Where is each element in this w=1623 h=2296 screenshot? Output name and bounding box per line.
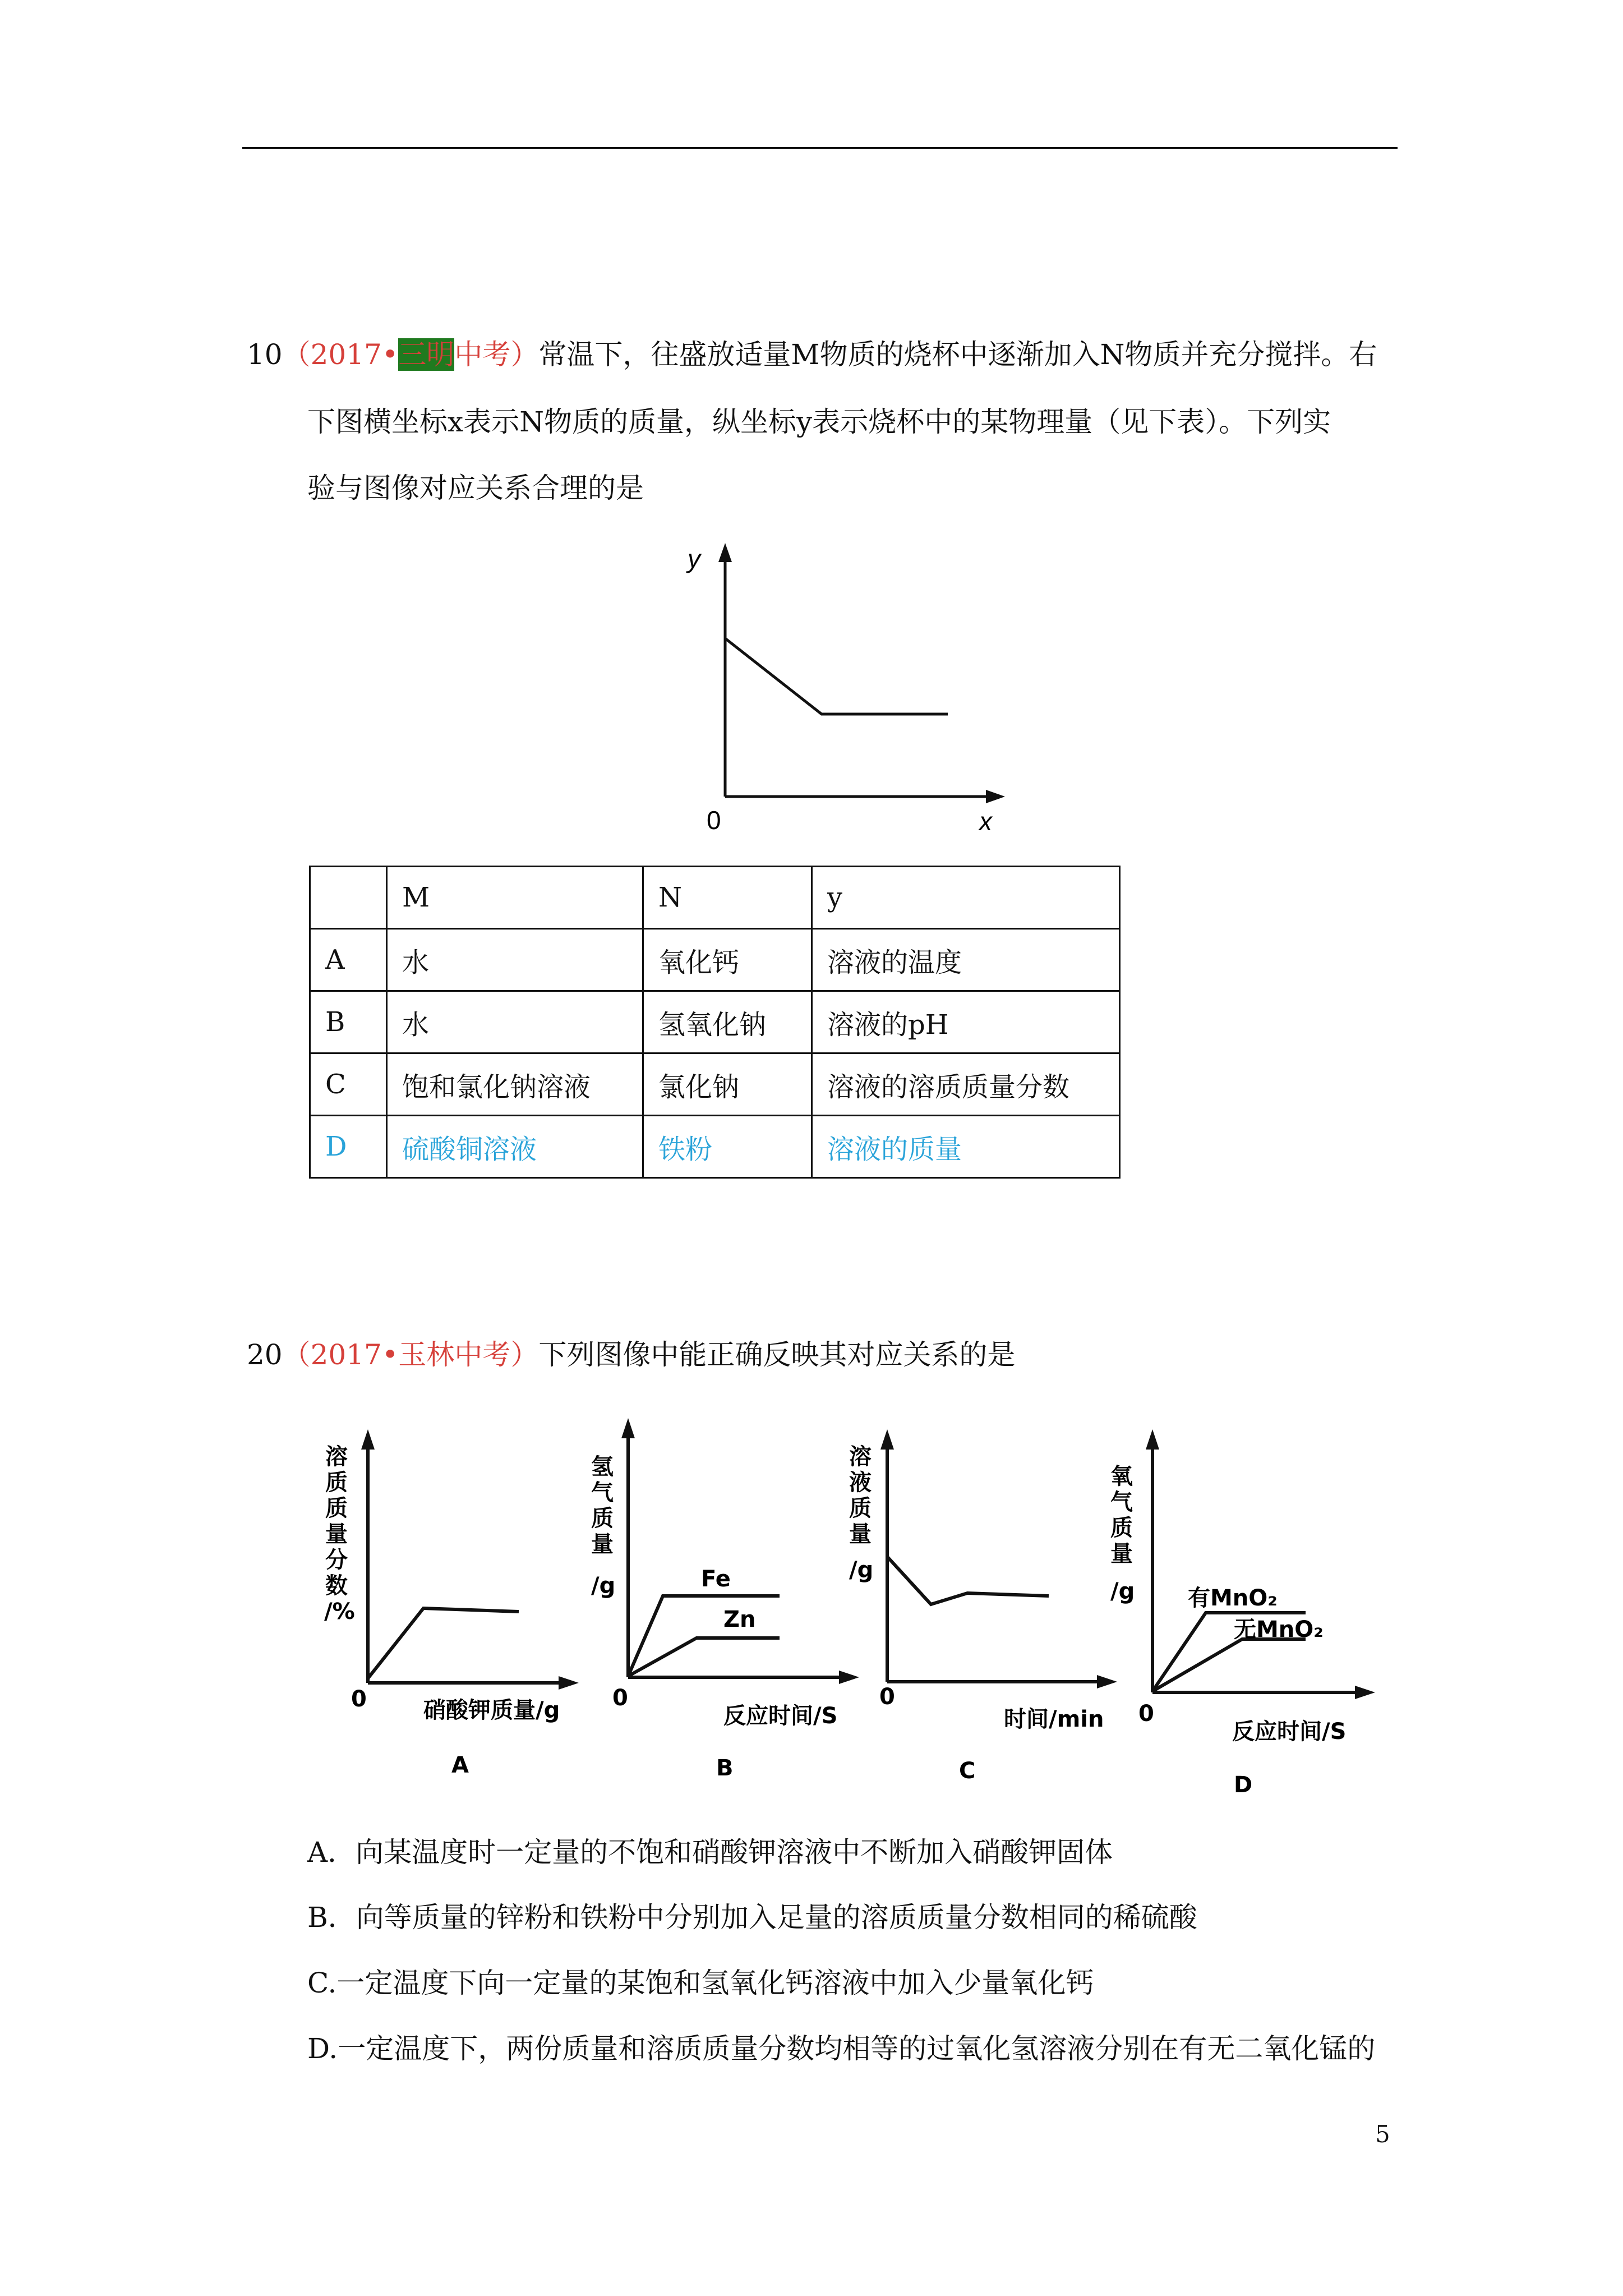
table-header-row <box>310 867 1120 929</box>
graph-c-ylabel-char: /g <box>849 1557 874 1583</box>
table-cell: B <box>310 991 387 1053</box>
graph-a-ylabel-char: 数 <box>325 1573 348 1599</box>
q10-text-line3: 验与图像对应关系合理的是 <box>307 472 644 504</box>
q20-option-c: C.一定温度下向一定量的某饱和氢氧化钙溶液中加入少量氧化钙 <box>307 1967 1094 1999</box>
page-number: 5 <box>1375 2120 1390 2148</box>
graph-a-ylabel-char: 质 <box>325 1496 348 1521</box>
q10-source-close: 中考） <box>454 338 539 371</box>
q10-y-arrow <box>718 543 732 562</box>
q20-graph-b <box>583 1408 886 1801</box>
table-cell: 铁粉 <box>643 1116 812 1178</box>
table-header-cell: N <box>643 867 812 929</box>
q10-curve <box>725 638 948 714</box>
table-row-answer <box>310 1116 1120 1178</box>
graph-c-ylabel-char: 液 <box>849 1470 872 1496</box>
table-cell: 溶液的温度 <box>812 929 1120 991</box>
graph-d-origin: 0 <box>1138 1701 1154 1727</box>
q20-graph-d <box>1099 1414 1413 1818</box>
q20-number: 20 <box>247 1338 283 1371</box>
graph-b-origin: 0 <box>612 1685 628 1711</box>
table-row <box>310 1053 1120 1116</box>
graph-d-ylabel-char: 量 <box>1110 1541 1133 1567</box>
q10-line1 <box>247 338 1377 371</box>
table-header-cell: y <box>812 867 1120 929</box>
graph-b-ylabel-char: /g <box>591 1573 616 1599</box>
table-cell: D <box>310 1116 387 1178</box>
q10-graph <box>662 533 1043 847</box>
table-cell: 饱和氯化钠溶液 <box>387 1053 643 1116</box>
graph-a-origin: 0 <box>351 1686 367 1712</box>
table-cell: 水 <box>387 991 643 1053</box>
table-cell: 氢氧化钠 <box>643 991 812 1053</box>
graph-b-series-label: Fe <box>701 1566 731 1592</box>
table-cell: C <box>310 1053 387 1116</box>
table-cell: 氯化钠 <box>643 1053 812 1116</box>
graph-a-letter: A <box>451 1752 469 1778</box>
graph-d-ylabel-char: 质 <box>1110 1515 1133 1541</box>
table-cell: 溶液的质量 <box>812 1116 1120 1178</box>
q20-source: （2017•玉林中考） <box>282 1338 539 1371</box>
graph-d-ylabel-char: 气 <box>1110 1489 1133 1515</box>
table-cell: 溶液的溶质质量分数 <box>812 1053 1120 1116</box>
graph-b-ylabel-char: 量 <box>591 1531 614 1557</box>
table-cell: 氧化钙 <box>643 929 812 991</box>
graph-b-xlabel: 反应时间/S <box>723 1703 838 1729</box>
graph-c-letter: C <box>959 1758 976 1784</box>
q10-number: 10 <box>247 338 283 371</box>
q10-text-line2: 下图横坐标x表示N物质的质量，纵坐标y表示烧杯中的某物理量（见下表）。下列实 <box>307 406 1331 438</box>
q10-origin-label: 0 <box>707 806 721 835</box>
q10-table <box>309 866 1121 1179</box>
q20-option-a: A．向某温度时一定量的不饱和硝酸钾溶液中不断加入硝酸钾固体 <box>307 1836 1113 1869</box>
graph-a-ylabel-char: 溶 <box>325 1444 348 1470</box>
graph-b-ylabel-char: 气 <box>591 1480 614 1506</box>
graph-a-ylabel-char: 分 <box>325 1547 348 1573</box>
q10-text-line1: 常温下，往盛放适量M物质的烧杯中逐渐加入N物质并充分搅拌。右 <box>538 338 1377 371</box>
graph-d-ylabel-char: 氧 <box>1110 1464 1133 1489</box>
table-cell: A <box>310 929 387 991</box>
q20-graph-c <box>841 1419 1133 1812</box>
q20-option-d: D.一定温度下，两份质量和溶质质量分数均相等的过氧化氢溶液分别在有无二氧化锰的 <box>307 2032 1376 2065</box>
graph-d-series-label: 无MnO₂ <box>1234 1617 1324 1642</box>
q20-stem: 下列图像中能正确反映其对应关系的是 <box>538 1338 1016 1371</box>
graph-d-series-label: 有MnO₂ <box>1188 1585 1278 1611</box>
graph-a-ylabel-char: 量 <box>325 1521 348 1547</box>
graph-a-ylabel-char: /% <box>324 1599 355 1625</box>
graph-d-xlabel: 反应时间/S <box>1232 1719 1347 1745</box>
graph-d-ylabel-char: /g <box>1110 1579 1135 1604</box>
table-header-cell: M <box>387 867 643 929</box>
q20-graph-a <box>314 1419 594 1801</box>
graph-c-origin: 0 <box>879 1684 895 1710</box>
table-header-cell <box>310 867 387 929</box>
table-cell: 溶液的pH <box>812 991 1120 1053</box>
header-rule <box>242 147 1398 149</box>
graph-c-xlabel: 时间/min <box>1004 1706 1104 1732</box>
table-row <box>310 929 1120 991</box>
graph-a-xlabel: 硝酸钾质量/g <box>423 1697 560 1723</box>
table-row <box>310 991 1120 1053</box>
graph-b-letter: B <box>716 1755 734 1781</box>
q10-source-open: （2017• <box>282 338 399 371</box>
graph-c-ylabel-char: 溶 <box>849 1444 872 1470</box>
graph-b-series-label: Zn <box>723 1607 756 1632</box>
graph-a-ylabel-char: 质 <box>325 1470 348 1496</box>
q10-y-label: y <box>688 544 700 573</box>
q20-line1 <box>247 1338 1015 1372</box>
q20-option-b: B．向等质量的锌粉和铁粉中分别加入足量的溶质质量分数相同的稀硫酸 <box>307 1901 1197 1934</box>
table-cell: 硫酸铜溶液 <box>387 1116 643 1178</box>
q10-source-highlight: 三明 <box>398 338 455 371</box>
table-cell: 水 <box>387 929 643 991</box>
graph-b-ylabel-char: 氢 <box>591 1454 614 1480</box>
graph-c-ylabel-char: 质 <box>849 1496 872 1521</box>
graph-c-ylabel-char: 量 <box>849 1521 872 1547</box>
graph-d-letter: D <box>1234 1772 1253 1798</box>
q10-x-arrow <box>986 790 1005 803</box>
q10-x-label: x <box>979 807 992 836</box>
graph-b-ylabel-char: 质 <box>591 1506 614 1531</box>
